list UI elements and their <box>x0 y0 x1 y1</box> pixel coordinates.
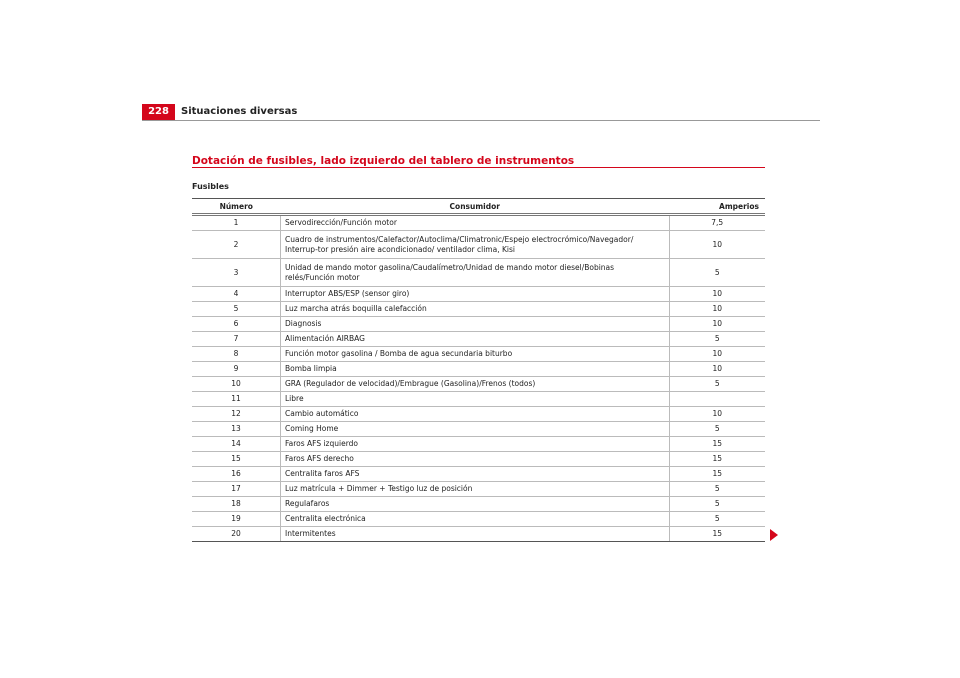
fuse-consumer: Luz matrícula + Dimmer + Testigo luz de posición <box>281 482 670 497</box>
fuse-consumer: Faros AFS derecho <box>281 452 670 467</box>
fuse-amperage <box>669 392 765 407</box>
table-row <box>192 392 765 407</box>
fuse-amperage: 10 <box>669 347 765 362</box>
fuse-number: 17 <box>192 482 281 497</box>
fuse-consumer: GRA (Regulador de velocidad)/Embrague (Gasolina)/Frenos (todos) <box>281 377 670 392</box>
table-row <box>192 215 765 231</box>
fuse-amperage: 5 <box>669 497 765 512</box>
fuse-number: 14 <box>192 437 281 452</box>
section-title-divider <box>192 167 765 168</box>
table-row <box>192 437 765 452</box>
running-title: Situaciones diversas <box>181 106 298 117</box>
table-row <box>192 259 765 287</box>
fuse-amperage: 10 <box>669 302 765 317</box>
table-row <box>192 377 765 392</box>
fuse-number: 7 <box>192 332 281 347</box>
fuse-amperage: 10 <box>669 407 765 422</box>
header-divider <box>142 120 820 121</box>
fuse-amperage: 15 <box>669 437 765 452</box>
fuse-consumer: Servodirección/Función motor <box>281 215 670 231</box>
fuse-number: 11 <box>192 392 281 407</box>
table-row <box>192 497 765 512</box>
fuse-consumer: Unidad de mando motor gasolina/Caudalímetro/Unidad de mando motor diesel/Bobinas relés/Función motor <box>281 259 670 287</box>
fuse-number: 3 <box>192 259 281 287</box>
fuse-number: 13 <box>192 422 281 437</box>
fuse-amperage: 5 <box>669 512 765 527</box>
fuse-amperage: 5 <box>669 332 765 347</box>
fuse-amperage: 7,5 <box>669 215 765 231</box>
fuse-number: 5 <box>192 302 281 317</box>
fuse-consumer: Cuadro de instrumentos/Calefactor/Autoclima/Climatronic/Espejo electrocrómico/Navegador/ Interrup-tor presión aire acondicionado/ ventilador clima, Kisi <box>281 231 670 259</box>
table-row <box>192 362 765 377</box>
table-row <box>192 231 765 259</box>
fuse-consumer: Función motor gasolina / Bomba de agua secundaria biturbo <box>281 347 670 362</box>
fuse-amperage: 10 <box>669 231 765 259</box>
fuse-consumer: Intermitentes <box>281 527 670 542</box>
fuse-amperage: 5 <box>669 259 765 287</box>
column-header-number: Número <box>192 199 281 215</box>
fuse-consumer: Bomba limpia <box>281 362 670 377</box>
fuse-number: 18 <box>192 497 281 512</box>
fuse-consumer: Faros AFS izquierdo <box>281 437 670 452</box>
column-header-consumer: Consumidor <box>281 199 670 215</box>
fuse-amperage: 5 <box>669 377 765 392</box>
fuse-number: 19 <box>192 512 281 527</box>
table-row <box>192 512 765 527</box>
fuse-number: 15 <box>192 452 281 467</box>
table-header-row <box>192 199 765 215</box>
fuse-consumer: Coming Home <box>281 422 670 437</box>
fuse-consumer: Libre <box>281 392 670 407</box>
fuse-amperage: 15 <box>669 452 765 467</box>
fuse-number: 9 <box>192 362 281 377</box>
table-row <box>192 527 765 542</box>
fuse-number: 1 <box>192 215 281 231</box>
fuse-consumer: Centralita faros AFS <box>281 467 670 482</box>
fuse-amperage: 10 <box>669 362 765 377</box>
fuse-amperage: 15 <box>669 467 765 482</box>
table-row <box>192 452 765 467</box>
fuse-consumer: Alimentación AIRBAG <box>281 332 670 347</box>
fuse-consumer: Centralita electrónica <box>281 512 670 527</box>
fuse-consumer: Luz marcha atrás boquilla calefacción <box>281 302 670 317</box>
fuse-consumer: Cambio automático <box>281 407 670 422</box>
fuse-table <box>192 198 765 542</box>
fuse-amperage: 15 <box>669 527 765 542</box>
table-row <box>192 347 765 362</box>
fuse-number: 8 <box>192 347 281 362</box>
fuse-table-body <box>192 215 765 542</box>
section-title: Dotación de fusibles, lado izquierdo del tablero de instrumentos <box>192 155 575 167</box>
fuse-amperage: 10 <box>669 287 765 302</box>
table-row <box>192 302 765 317</box>
subheading: Fusibles <box>192 182 229 191</box>
table-row <box>192 332 765 347</box>
page-number: 228 <box>142 104 175 120</box>
table-row <box>192 482 765 497</box>
table-row <box>192 407 765 422</box>
triangle-right-icon <box>770 529 778 541</box>
fuse-consumer: Regulafaros <box>281 497 670 512</box>
fuse-number: 4 <box>192 287 281 302</box>
fuse-consumer: Interruptor ABS/ESP (sensor giro) <box>281 287 670 302</box>
fuse-number: 16 <box>192 467 281 482</box>
fuse-consumer: Diagnosis <box>281 317 670 332</box>
table-row <box>192 422 765 437</box>
fuse-number: 20 <box>192 527 281 542</box>
fuse-number: 12 <box>192 407 281 422</box>
table-row <box>192 467 765 482</box>
fuse-number: 2 <box>192 231 281 259</box>
fuse-number: 6 <box>192 317 281 332</box>
fuse-amperage: 5 <box>669 482 765 497</box>
fuse-number: 10 <box>192 377 281 392</box>
table-row <box>192 317 765 332</box>
table-row <box>192 287 765 302</box>
fuse-amperage: 10 <box>669 317 765 332</box>
fuse-amperage: 5 <box>669 422 765 437</box>
column-header-amps: Amperios <box>669 199 765 215</box>
